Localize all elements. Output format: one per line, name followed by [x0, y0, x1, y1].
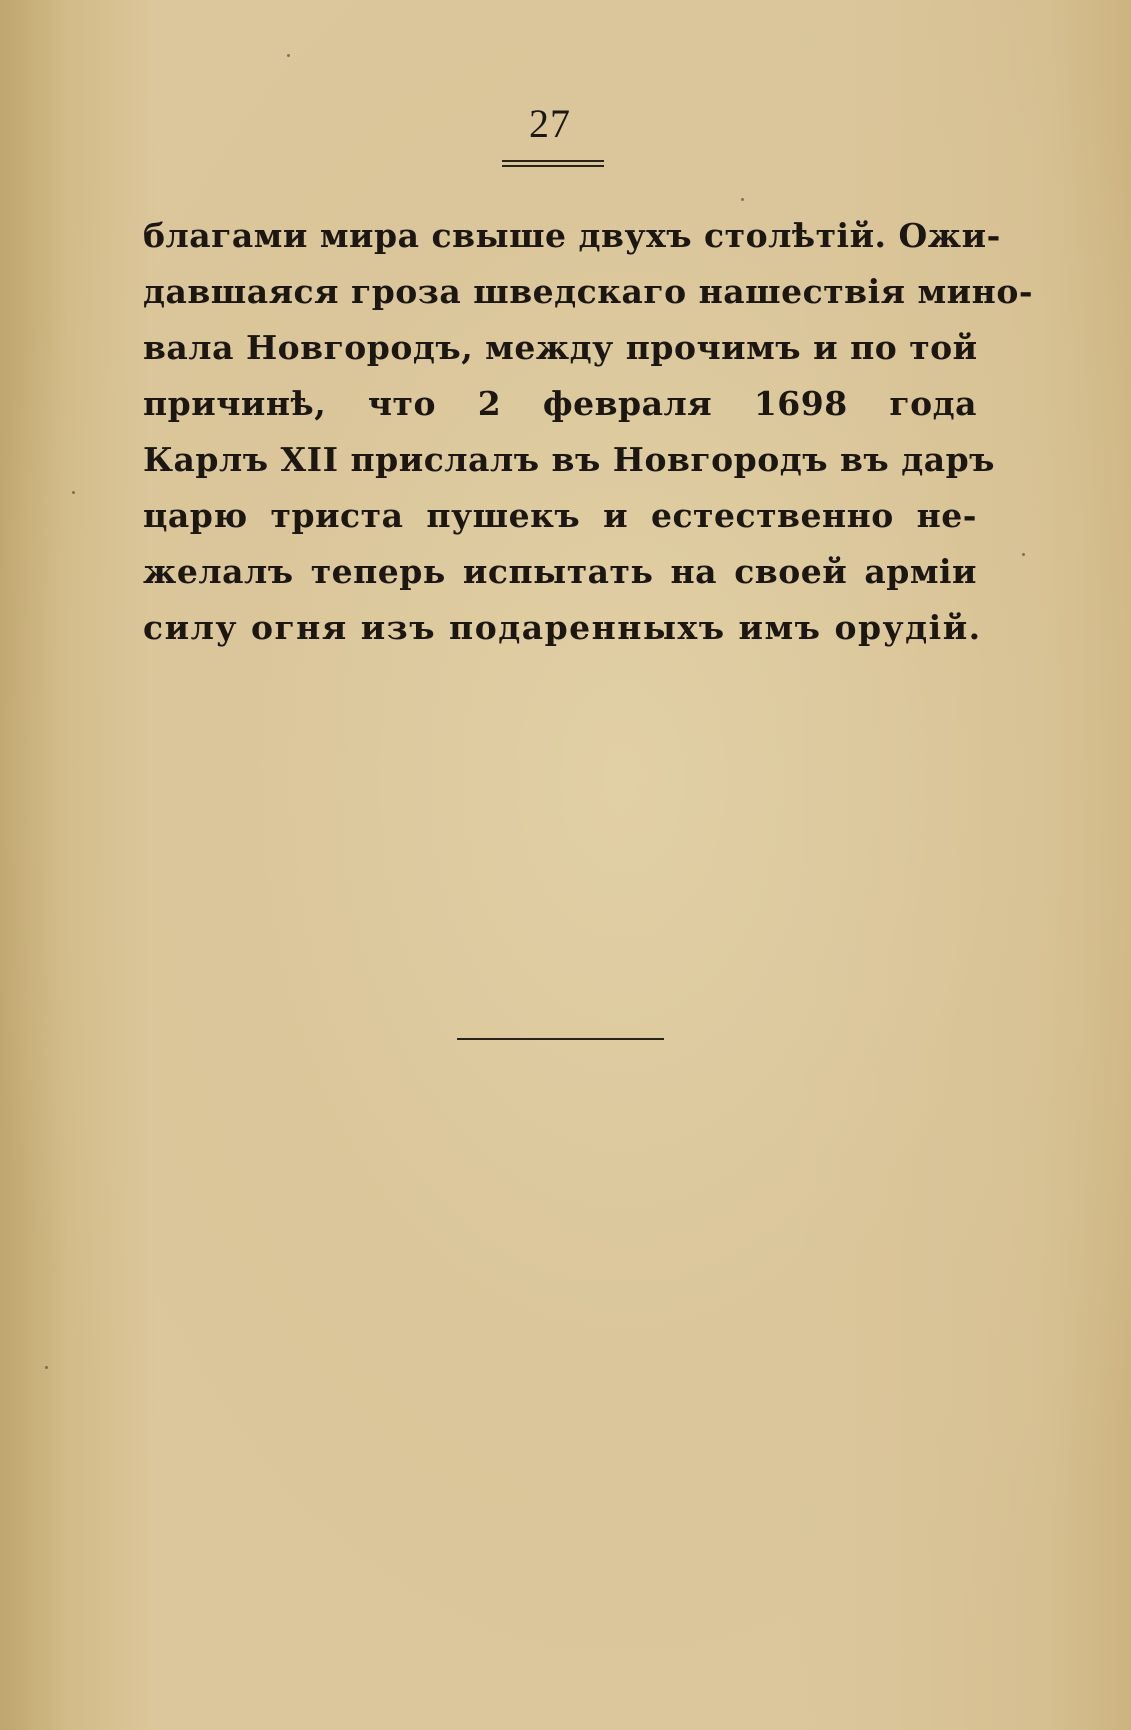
- text-line: благами мира свыше двухъ столѣтій. Ожи-: [143, 216, 1001, 255]
- paper-speck: [72, 491, 75, 494]
- paper-speck: [1022, 553, 1025, 556]
- text-line: Карлъ XII прислалъ въ Новгородъ въ даръ: [143, 440, 995, 479]
- text-line: силу огня изъ подаренныхъ имъ орудій.: [143, 608, 982, 647]
- text-line: вала Новгородъ, между прочимъ и по той: [143, 328, 978, 367]
- paper-speck: [741, 198, 744, 201]
- paper-speck: [287, 54, 290, 57]
- page-number: 27: [529, 101, 571, 146]
- text-line: причинѣ, что 2 февраля 1698 года: [143, 384, 977, 423]
- page-number-double-rule: [502, 160, 604, 167]
- text-line: давшаяся гроза шведскаго нашествія мино-: [143, 272, 1034, 311]
- text-line: желалъ теперь испытать на своей арміи: [143, 552, 977, 591]
- paper-speck: [45, 1366, 48, 1369]
- section-end-rule: [457, 1038, 664, 1040]
- text-line: царю триста пушекъ и естественно не-: [143, 496, 977, 535]
- body-paragraph: [143, 208, 1034, 656]
